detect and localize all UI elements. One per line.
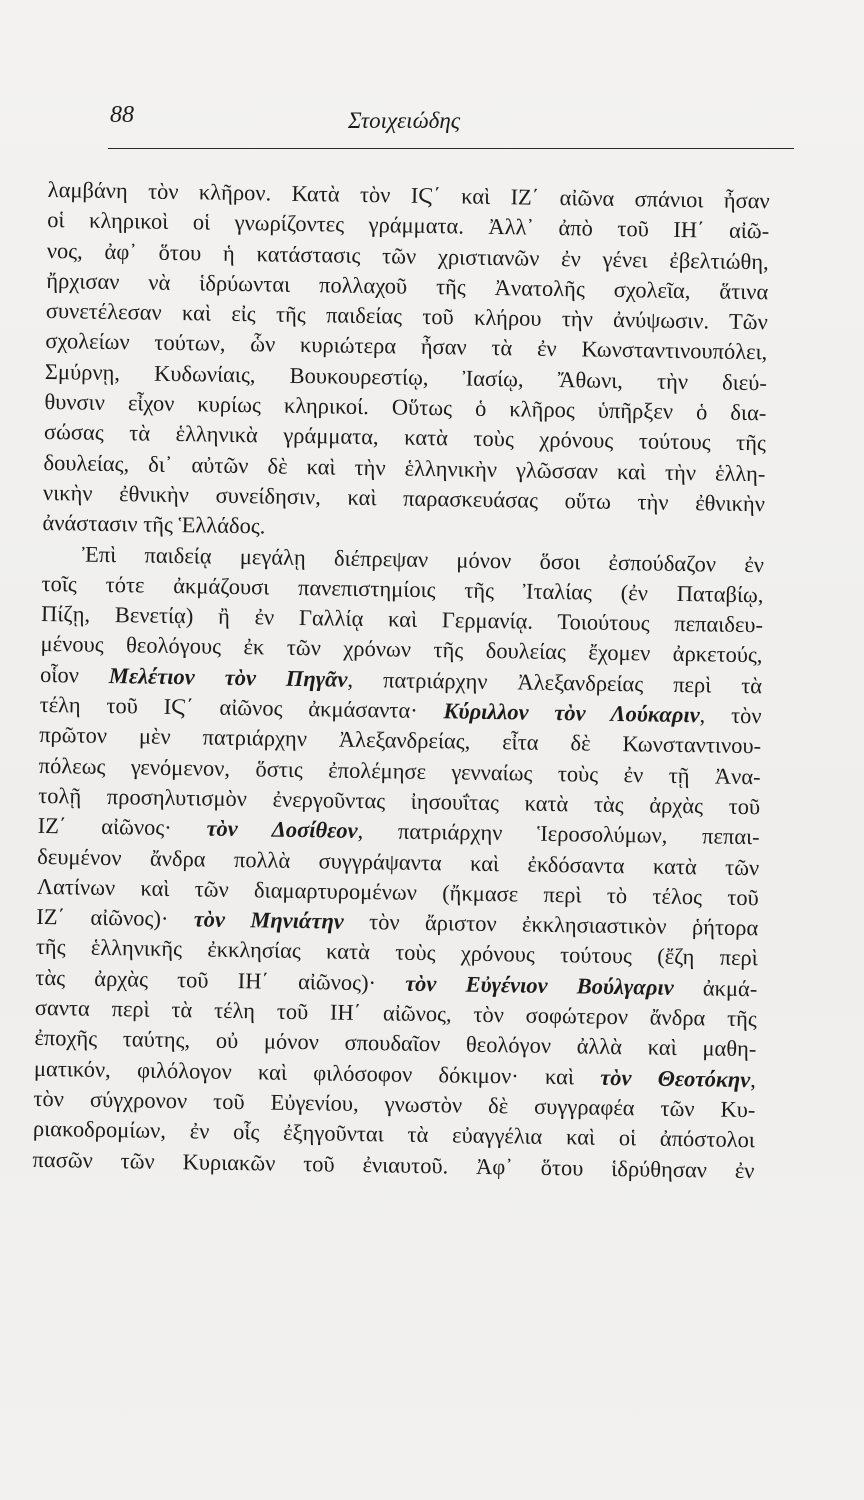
text-segment: τὸν σύγχρονον τοῦ Εὐγενίου, γνωστὸν δὲ συγγραφέα τῶν Κυ- [33, 1085, 756, 1123]
text-segment: , πατριάρχην Ἱεροσολύμων, πεπαι- [357, 818, 760, 850]
text-segment: συνετέλεσαν καὶ εἰς τῆς παιδείας τοῦ κλήρου τὴν ἀνύψωσιν. Τῶν [45, 298, 768, 335]
text-segment: δουλείας, δι᾽ αὐτῶν δὲ καὶ τὴν ἑλληνικὴν γλῶσσαν καὶ τὴν ἑλλη- [43, 449, 766, 486]
text-segment: ἀνάστασιν τῆς Ἑλλάδος. [42, 510, 266, 539]
text-segment: τέλη τοῦ ΙϚ΄ αἰῶνος ἀκμάσαντα· [39, 691, 444, 724]
text-segment: λαμβάνη τὸν κλῆρον. Κατὰ τὸν ΙϚ΄ καὶ ΙΖ΄ αἰῶνα σπάνιοι ἦσαν [47, 176, 770, 214]
text-segment: δευμένον ἄνδρα πολλὰ συγγράψαντα καὶ ἐκδόσαντα κατὰ τῶν [37, 843, 760, 880]
text-segment: σχολείων τούτων, ὧν κυριώτερα ἦσαν τὰ ἐν Κωνσταντινουπόλει, [45, 328, 768, 365]
text-segment: τὰς ἀρχὰς τοῦ ΙΗ΄ αἰῶνος)· [35, 964, 406, 996]
text-segment: σαντα περὶ τὰ τέλη τοῦ ΙΗ΄ αἰῶνος, τὸν σοφώτερον ἄνδρα τῆς [34, 994, 758, 1032]
text-segment: ΙΖ΄ αἰῶνος)· [36, 904, 195, 932]
text-segment: , [750, 1066, 757, 1092]
text-segment: Πίζῃ, Βενετίᾳ) ἢ ἐν Γαλλίᾳ καὶ Γερμανίᾳ. Τοιούτους πεπαιδευ- [40, 601, 764, 638]
text-segment: , τὸν [699, 702, 762, 729]
text-segment: ριακοδρομίων, ἐν οἷς ἐξηγοῦνται τὰ εὐαγγέλια καὶ οἱ ἀπόστολοι [32, 1116, 756, 1153]
text-segment: ἤρχισαν νὰ ἱδρύωνται πολλαχοῦ τῆς Ἀνατολῆς σχολεῖα, ἅτινα [46, 267, 769, 305]
text-segment: ἐποχῆς ταύτης, οὐ μόνον σπουδαῖον θεολόγον ἀλλὰ καὶ μαθη- [34, 1025, 757, 1062]
text-segment: πασῶν τῶν Κυριακῶν τοῦ ἐνιαυτοῦ. Ἀφ᾽ ὅτου ἱδρύθησαν ἐν [32, 1146, 755, 1183]
emphasized-name: Κύριλλον τὸν Λούκαριν [443, 698, 700, 728]
emphasized-name: τὸν Εὐγένιον Βούλγαριν [405, 970, 674, 1000]
text-segment: ἀκμά- [673, 974, 758, 1001]
text-segment: οἱ κληρικοὶ οἱ γνωρίζοντες γράμματα. Ἀλλ᾽ ἀπὸ τοῦ ΙΗ΄ αἰῶ- [47, 207, 770, 244]
emphasized-name: τὸν Θεοτόκην [600, 1064, 751, 1092]
text-segment: πρῶτον μὲν πατριάρχην Ἀλεξανδρείας, εἶτα δὲ Κωνσταντινου- [39, 722, 762, 759]
text-segment: μένους θεολόγους ἐκ τῶν χρόνων τῆς δουλείας ἔχομεν ἀρκετούς, [40, 631, 763, 668]
text-segment: Ἐπὶ παιδείᾳ μεγάλῃ διέπρεψαν μόνον ὅσοι ἐσπούδαζον ἐν [81, 541, 765, 577]
emphasized-name: τὸν Μηνιάτην [193, 906, 344, 934]
text-segment: ματικόν, φιλόλογον καὶ φιλόσοφον δόκιμον· καὶ [33, 1055, 601, 1090]
text-segment: Σμύρνῃ, Κυδωνίαις, Βουκουρεστίῳ, Ἰασίῳ, Ἄθωνι, τὴν διεύ- [44, 358, 768, 396]
text-segment: νος, ἀφ᾽ ὅτου ἡ κατάστασις τῶν χριστιανῶν ἐν γένει ἐβελτιώθη, [46, 237, 769, 274]
running-title: Στοιχειώδης [348, 108, 461, 133]
text-segment: , πατριάρχην Ἀλεξανδρείας περὶ τὰ [347, 666, 763, 699]
text-segment: πόλεως γενόμενον, ὅστις ἐπολέμησε γενναίως τοὺς ἐν τῇ Ἀνα- [38, 752, 761, 789]
text-segment: σώσας τὰ ἑλληνικὰ γράμματα, κατὰ τοὺς χρόνους τούτους τῆς [43, 419, 767, 456]
emphasized-name: Μελέτιον τὸν Πηγᾶν [108, 662, 348, 692]
body-text [32, 175, 770, 1186]
text-segment: τοῖς τότε ἀκμάζουσι πανεπιστημίοις τῆς Ἰταλίας (ἐν Παταβίῳ, [41, 570, 764, 608]
text-segment: τῆς ἑλληνικῆς ἐκκλησίας κατὰ τοὺς χρόνους τούτους (ἔζη περὶ [35, 934, 758, 971]
text-segment: θυνσιν εἶχον κυρίως κληρικοί. Οὕτως ὁ κλῆρος ὑπῆρξεν ὁ δια- [44, 389, 767, 426]
text-segment: Λατίνων καὶ τῶν διαμαρτυρομένων (ἤκμασε περὶ τὸ τέλος τοῦ [36, 873, 759, 911]
text-segment: τὸν ἄριστον ἐκκλησιαστικὸν ῥήτορα [343, 908, 759, 941]
page-number: 88 [110, 102, 134, 128]
text-segment: νικὴν ἐθνικὴν συνείδησιν, καὶ παρασκευάσας οὕτω τὴν ἐθνικὴν [42, 479, 766, 517]
emphasized-name: τὸν Δοσίθεον [206, 815, 358, 844]
text-segment: ΙΖ΄ αἰῶνος· [37, 813, 207, 841]
text-segment: τολῇ προσηλυτισμὸν ἐνεργοῦντας ἰησουΐτας κατὰ τὰς ἀρχὰς τοῦ [38, 782, 761, 820]
page-header [108, 98, 794, 149]
text-segment: οἷον [39, 661, 110, 688]
